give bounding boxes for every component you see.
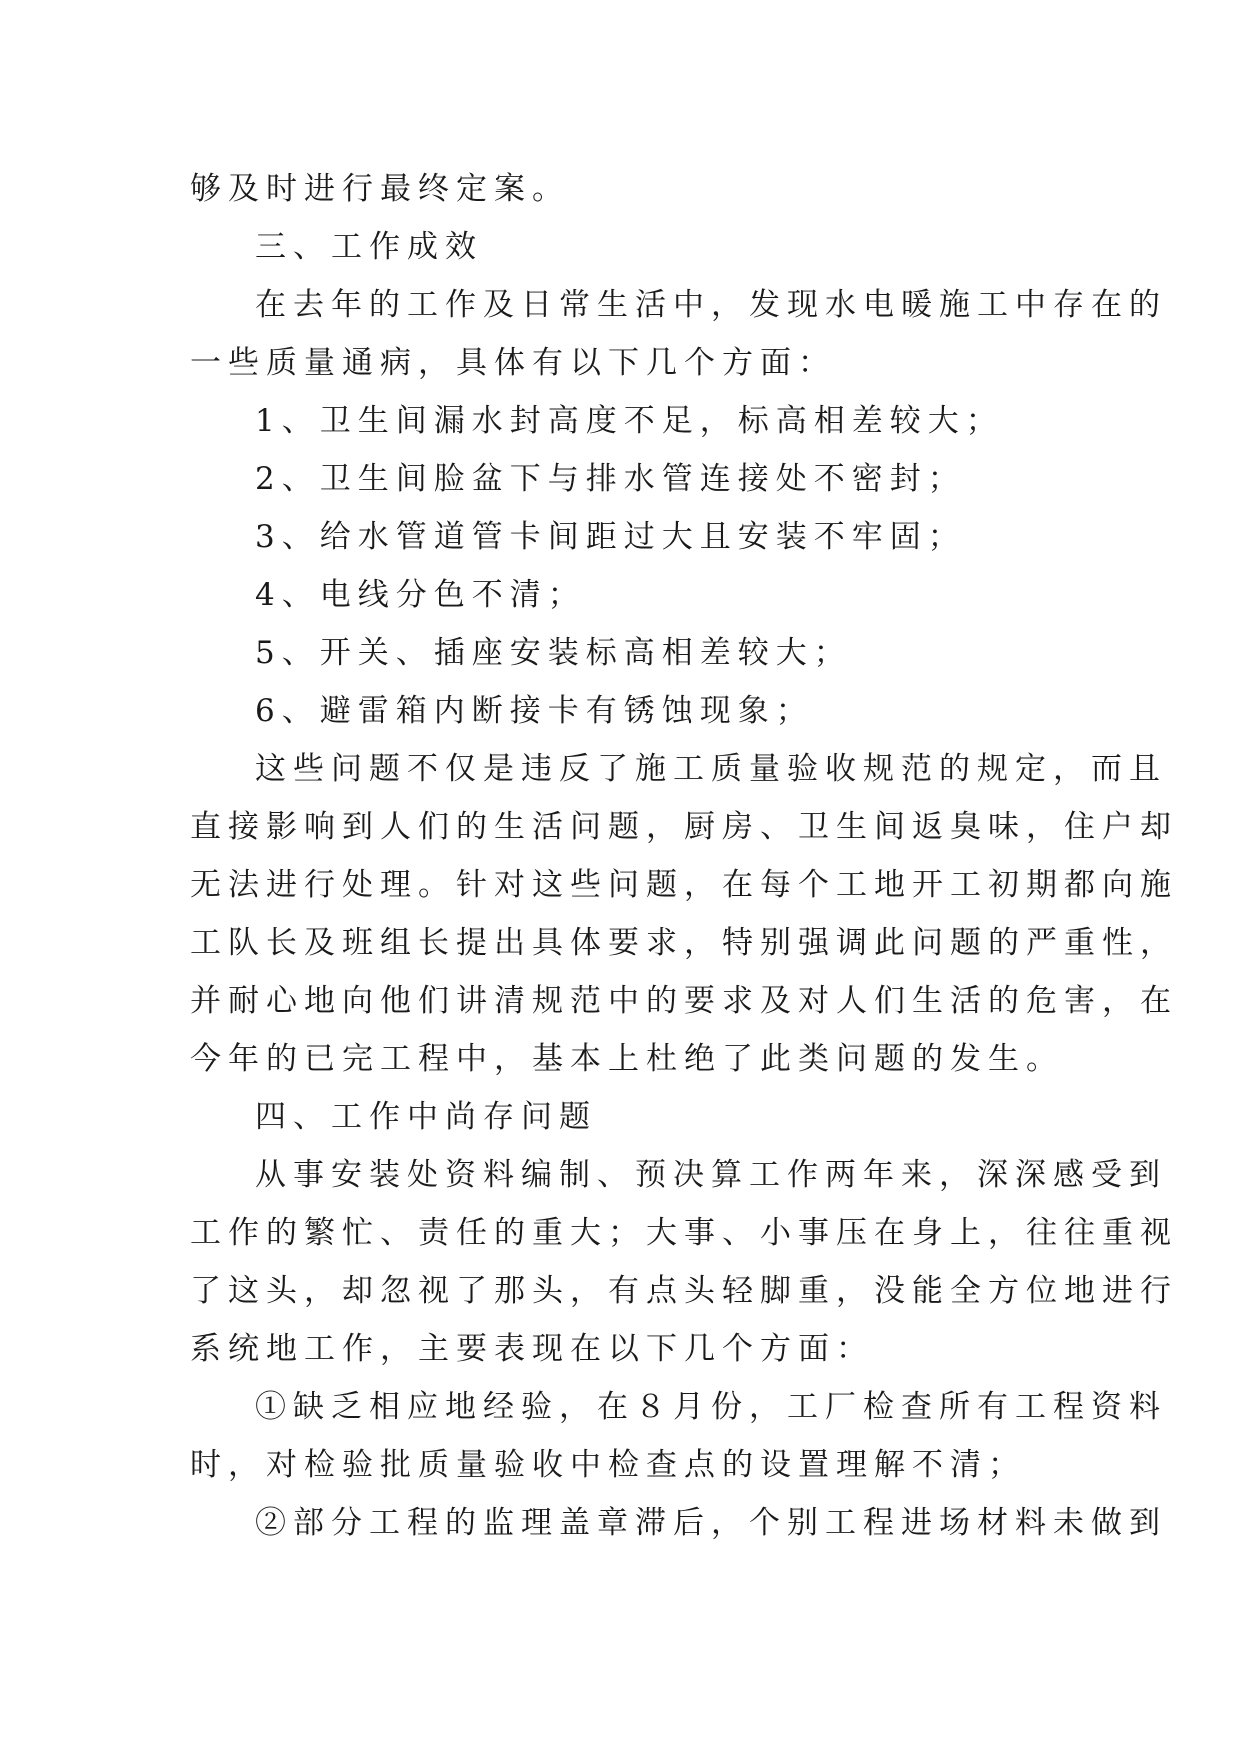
text-line: 一些质量通病，具体有以下几个方面：	[190, 345, 836, 381]
text-line: 这些问题不仅是违反了施工质量验收规范的规定，而且	[255, 751, 1167, 787]
list-item: 6、避雷箱内断接卡有锈蚀现象；	[255, 693, 814, 729]
text-line: 从事安装处资料编制、预决算工作两年来，深深感受到	[255, 1157, 1167, 1193]
text-line: 无法进行处理。针对这些问题，在每个工地开工初期都向施	[190, 867, 1178, 903]
text-line: 系统地工作，主要表现在以下几个方面：	[190, 1331, 874, 1367]
document-body	[190, 160, 1178, 1552]
text-line: 并耐心地向他们讲清规范中的要求及对人们生活的危害，在	[190, 983, 1178, 1019]
section-heading: 三、工作成效	[255, 229, 483, 265]
list-item: 5、开关、插座安装标高相差较大；	[255, 635, 852, 671]
list-item: 3、给水管道管卡间距过大且安装不牢固；	[255, 519, 966, 555]
text-line: 直接影响到人们的生活问题，厨房、卫生间返臭味，住户却	[190, 809, 1178, 845]
text-line: 工队长及班组长提出具体要求，特别强调此问题的严重性，	[190, 925, 1178, 961]
list-item: ①缺乏相应地经验，在８月份，工厂检查所有工程资料	[255, 1389, 1167, 1425]
text-line: 时，对检验批质量验收中检查点的设置理解不清；	[190, 1447, 1026, 1483]
text-line: 工作的繁忙、责任的重大；大事、小事压在身上，往往重视	[190, 1215, 1178, 1251]
list-item: ②部分工程的监理盖章滞后，个别工程进场材料未做到	[255, 1505, 1167, 1541]
section-heading: 四、工作中尚存问题	[255, 1099, 597, 1135]
text-line: 够及时进行最终定案。	[190, 171, 570, 207]
text-line: 今年的已完工程中，基本上杜绝了此类问题的发生。	[190, 1041, 1064, 1077]
text-line: 在去年的工作及日常生活中，发现水电暖施工中存在的	[255, 287, 1167, 323]
list-item: 2、卫生间脸盆下与排水管连接处不密封；	[255, 461, 966, 497]
list-item: 1、卫生间漏水封高度不足，标高相差较大；	[255, 403, 1004, 439]
text-line: 了这头，却忽视了那头，有点头轻脚重，没能全方位地进行	[190, 1273, 1178, 1309]
list-item: 4、电线分色不清；	[255, 577, 586, 613]
